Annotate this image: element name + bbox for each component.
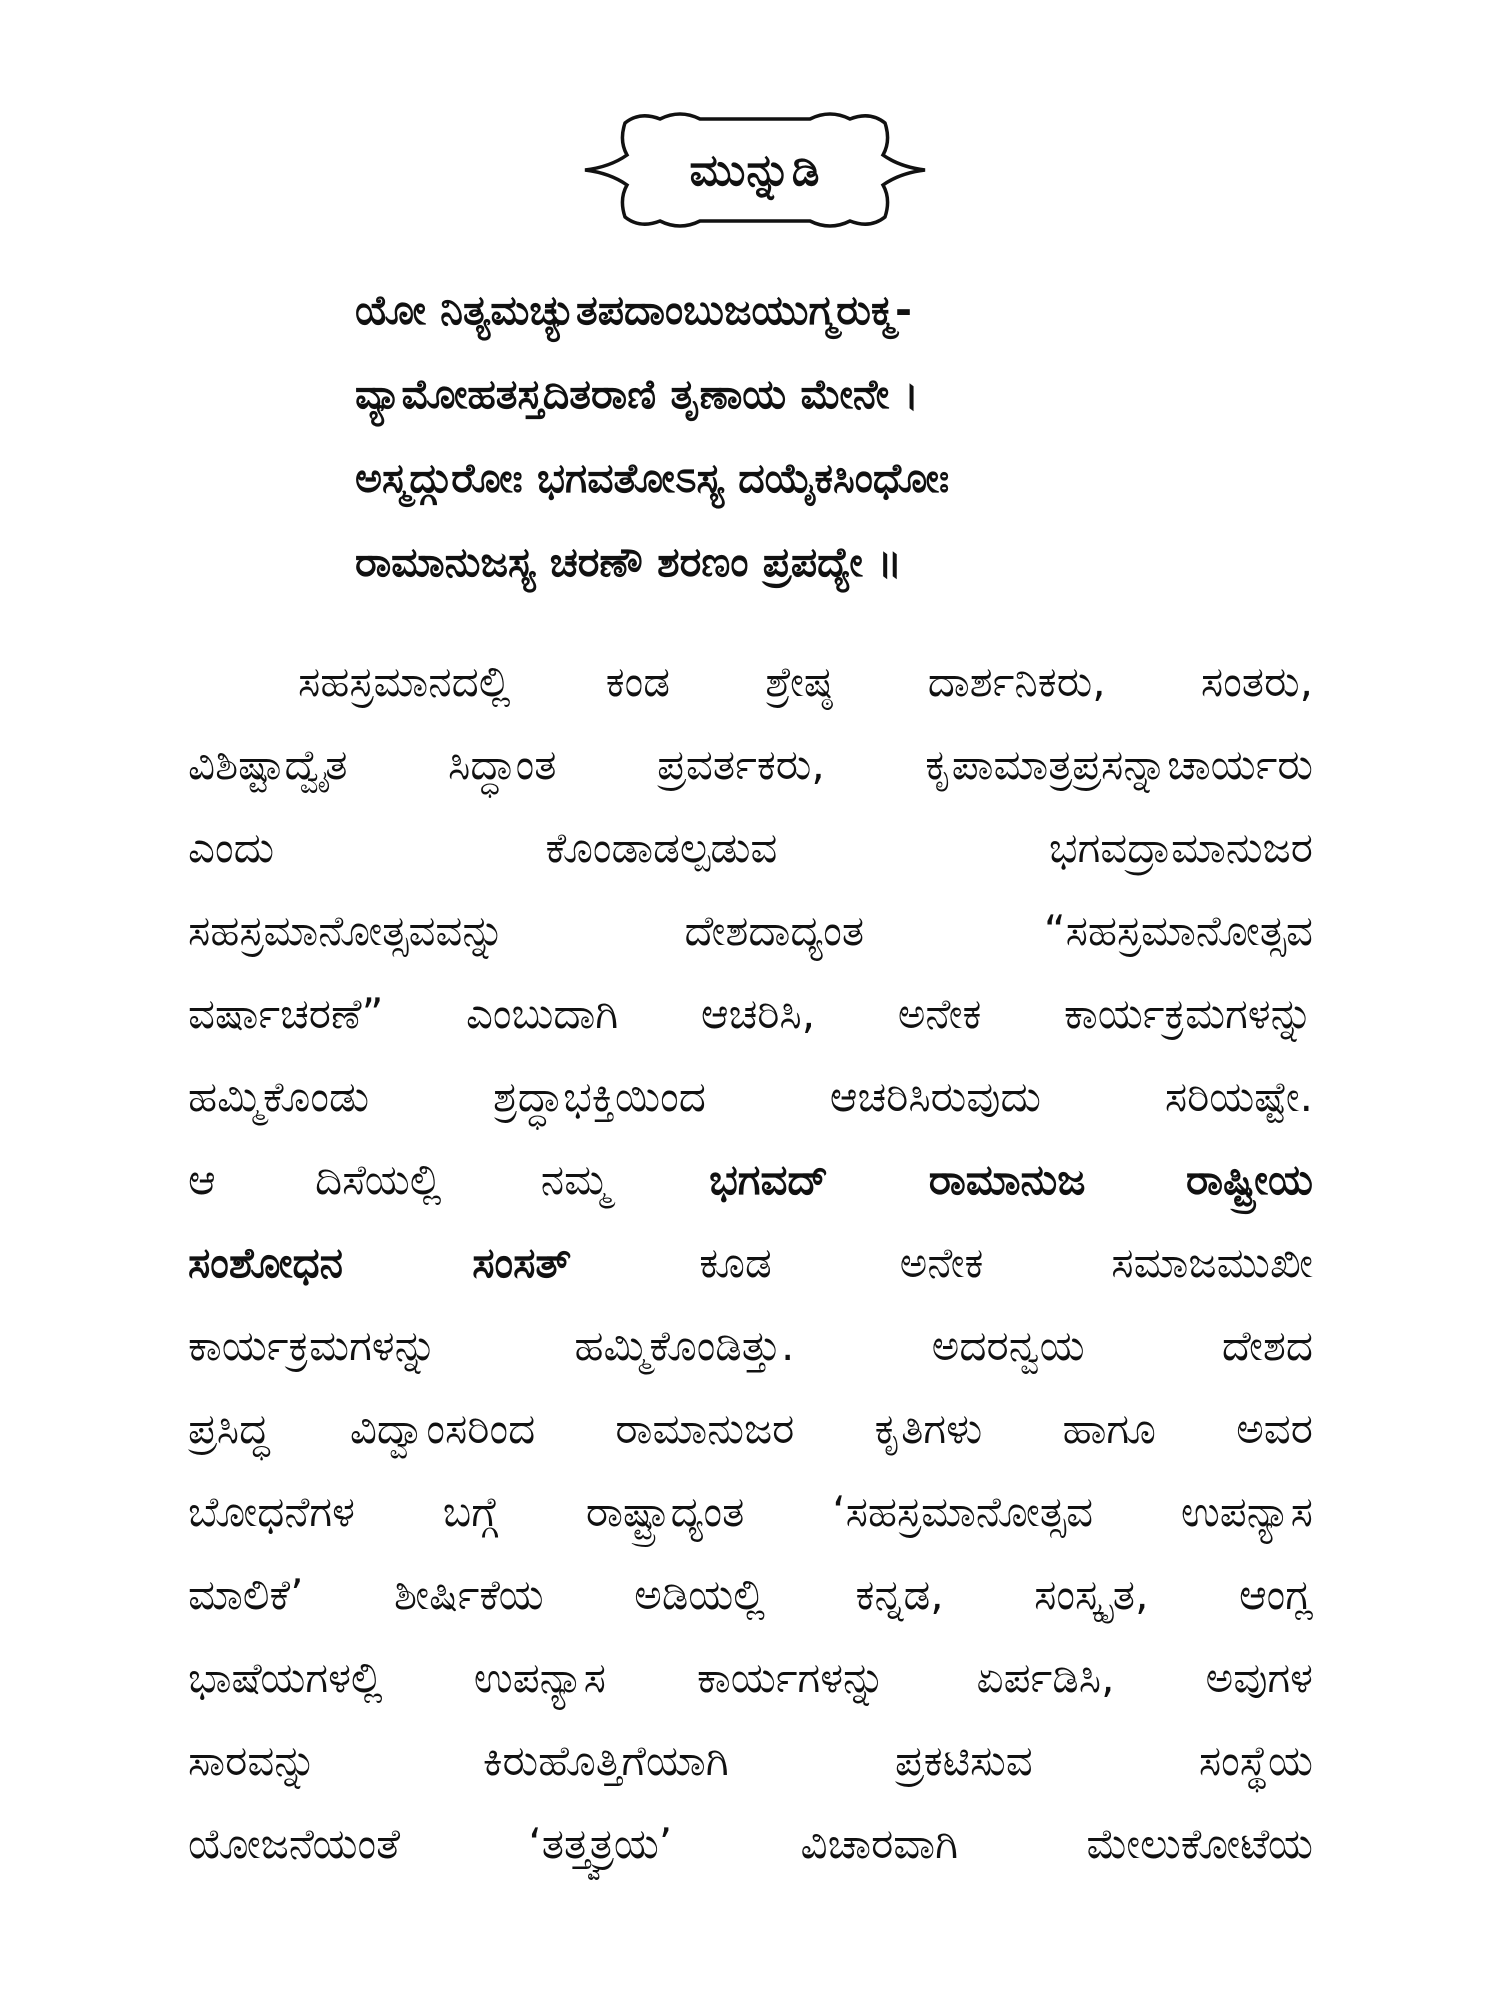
body-text-run: ಕೂಡ ಅನೇಕ ಸಮಾಜಮುಖೀ [571, 1238, 1313, 1287]
body-line: ಹಮ್ಮಿಕೊಂಡು ಶ್ರದ್ಧಾಭಕ್ತಿಯಿಂದ ಆಚರಿಸಿರುವುದು ಸರಿಯಷ್ಟೇ. [188, 1072, 1313, 1121]
body-line: ಮಾಲಿಕೆ’ ಶೀರ್ಷಿಕೆಯ ಅಡಿಯಲ್ಲಿ ಕನ್ನಡ, ಸಂಸ್ಕೃತ, ಆಂಗ್ಲ [188, 1570, 1313, 1619]
body-paragraph [188, 640, 1313, 1885]
institution-name-part-1: ಭಗವದ್ ರಾಮಾನುಜ ರಾಷ್ಟ್ರೀಯ [709, 1155, 1313, 1204]
sanskrit-verse [355, 268, 1255, 604]
body-line: ಯೋಜನೆಯಂತೆ ‘ತತ್ತ್ವತ್ರಯ’ ವಿಚಾರವಾಗಿ ಮೇಲುಕೋಟೆಯ [188, 1819, 1313, 1868]
body-line: ಎಂದು ಕೊಂಡಾಡಲ್ಪಡುವ ಭಗವದ್ರಾಮಾನುಜರ [188, 823, 1313, 872]
body-text-run: ಆ ದಿಸೆಯಲ್ಲಿ ನಮ್ಮ [188, 1155, 710, 1204]
body-line [188, 1138, 1313, 1221]
page-title: ಮುನ್ನುಡಿ [689, 144, 821, 196]
body-line: ಪ್ರಸಿದ್ಧ ವಿದ್ವಾಂಸರಿಂದ ರಾಮಾನುಜರ ಕೃತಿಗಳು ಹಾಗೂ ಅವರ [188, 1404, 1313, 1453]
body-line: ವಿಶಿಷ್ಟಾದ್ವೈತ ಸಿದ್ಧಾಂತ ಪ್ರವರ್ತಕರು, ಕೃಪಾಮಾತ್ರಪ್ರಸನ್ನಾಚಾರ್ಯರು [188, 740, 1313, 789]
institution-name-part-2: ಸಂಶೋಧನ ಸಂಸತ್ [188, 1238, 572, 1287]
body-line: ಸಹಸ್ರಮಾನೋತ್ಸವವನ್ನು ದೇಶದಾದ್ಯಂತ “ಸಹಸ್ರಮಾನೋತ್ಸವ [188, 906, 1313, 955]
body-line: ಸಹಸ್ರಮಾನದಲ್ಲಿ ಕಂಡ ಶ್ರೇಷ್ಠ ದಾರ್ಶನಿಕರು, ಸಂತರು, [298, 657, 1313, 706]
body-line: ಬೋಧನೆಗಳ ಬಗ್ಗೆ ರಾಷ್ಟ್ರಾದ್ಯಂತ ‘ಸಹಸ್ರಮಾನೋತ್ಸವ ಉಪನ್ಯಾಸ [188, 1487, 1313, 1536]
body-line: ಭಾಷೆಯಗಳಲ್ಲಿ ಉಪನ್ಯಾಸ ಕಾರ್ಯಗಳನ್ನು ಏರ್ಪಡಿಸಿ, ಅವುಗಳ [188, 1653, 1313, 1702]
verse-line-4: ರಾಮಾನುಜಸ್ಯ ಚರಣೌ ಶರಣಂ ಪ್ರಪದ್ಯೇ ॥ [355, 538, 903, 586]
verse-line-3: ಅಸ್ಮದ್ಗುರೋಃ ಭಗವತೋಽಸ್ಯ ದಯೈಕಸಿಂಧೋಃ [355, 454, 950, 502]
title-cartouche [565, 105, 945, 235]
body-line: ಕಾರ್ಯಕ್ರಮಗಳನ್ನು ಹಮ್ಮಿಕೊಂಡಿತ್ತು. ಅದರನ್ವಯ ದೇಶದ [188, 1321, 1313, 1370]
body-line: ಸಾರವನ್ನು ಕಿರುಹೊತ್ತಿಗೆಯಾಗಿ ಪ್ರಕಟಿಸುವ ಸಂಸ್ಥೆಯ [188, 1736, 1313, 1785]
verse-line-2: ವ್ಯಾಮೋಹತಸ್ತದಿತರಾಣಿ ತೃಣಾಯ ಮೇನೇ । [355, 370, 920, 418]
body-line [188, 1221, 1313, 1304]
body-line: ವರ್ಷಾಚರಣೆ” ಎಂಬುದಾಗಿ ಆಚರಿಸಿ, ಅನೇಕ ಕಾರ್ಯಕ್ರಮಗಳನ್ನು [188, 989, 1313, 1038]
verse-line-1: ಯೋ ನಿತ್ಯಮಚ್ಯುತಪದಾಂಬುಜಯುಗ್ಮರುಕ್ಮ- [355, 286, 912, 334]
